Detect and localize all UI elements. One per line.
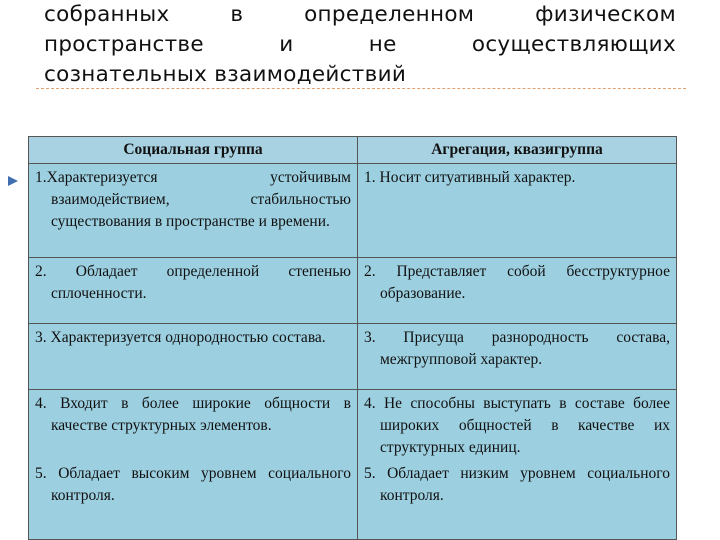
bullet-arrow-icon [8,176,18,186]
table-row [29,257,677,323]
column-header-social-group: Социальная группа [29,137,358,164]
table-cell [358,257,677,323]
table-header-row [29,137,677,164]
table-row [29,323,677,389]
heading-word: физическом [535,2,676,27]
heading-line-2 [44,30,676,60]
heading-word: не [368,32,397,57]
heading-word: определенном [304,2,475,27]
heading-word: и [279,32,294,57]
heading-word: собранных [44,2,170,27]
cell-text: 4. Не способны выступать в составе более широких общностей в качестве их структурных единиц. [364,395,670,456]
cell-text: 3. Характеризуется однородностью состава. [35,328,326,346]
heading-word: пространстве [44,32,204,57]
heading-word: сознательных взаимодействий [44,62,407,87]
table-cell [29,390,358,540]
table-cell [29,323,358,389]
table-cell [29,257,358,323]
table-row [29,164,677,258]
heading-word: осуществляющих [471,32,676,57]
heading-line-1 [44,0,676,30]
heading-word: в [230,2,244,27]
cell-text: 5. Обладает низким уровнем социального контроля. [364,465,670,504]
cell-text: 5. Обладает высоким уровнем социального контроля. [35,465,351,504]
cell-text: 2. Представляет собой бесструктурное образование. [364,262,670,302]
cell-text: 4. Входит в более широкие общности в качестве структурных элементов. [35,395,351,434]
cell-text: 3. Присуща разнородность состава, межгрупповой характер. [364,328,670,368]
cell-text: 2. Обладает определенной степенью сплоченности. [35,262,351,302]
table-cell [358,323,677,389]
column-header-aggregation: Агрегация, квазигруппа [358,137,677,164]
slide-heading [44,0,676,90]
heading-divider [36,88,686,89]
heading-line-3 [44,60,676,90]
cell-text: 1.Характеризуется устойчивым взаимодействием, стабильностью существования в пространстве и времени. [35,169,351,230]
table-row [29,390,677,540]
cell-text: 1. Носит ситуативный характер. [364,169,576,186]
table-cell [29,164,358,258]
comparison-table [28,136,677,540]
table-cell [358,164,677,258]
table-cell [358,390,677,540]
